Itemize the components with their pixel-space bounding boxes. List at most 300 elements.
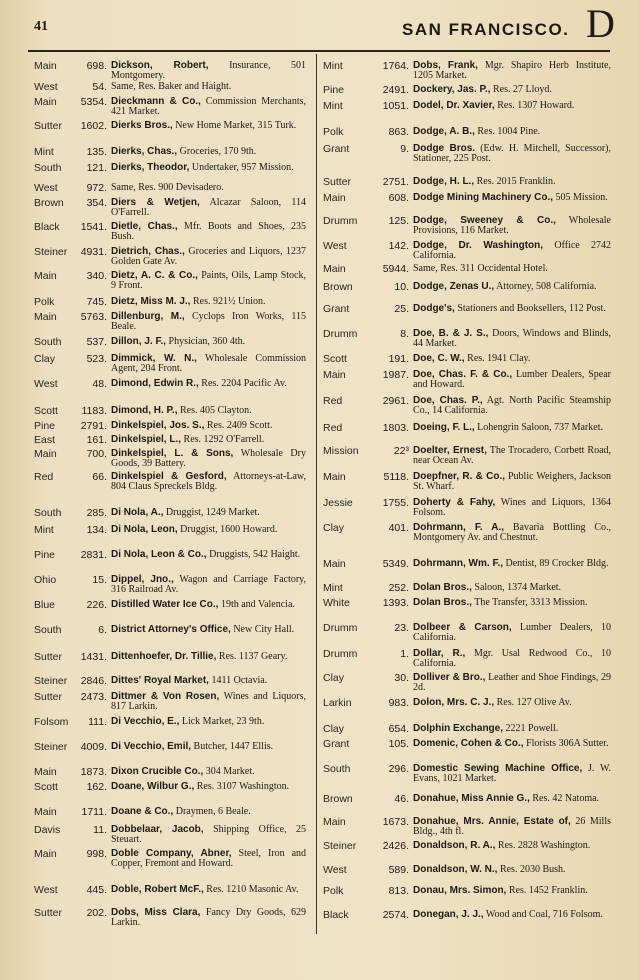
directory-entry	[34, 147, 306, 158]
exchange-name: Blue	[34, 599, 56, 611]
section-letter: D	[586, 1, 615, 46]
listing-name: Dobbelaar, Jacob,	[111, 824, 204, 835]
listing-text	[111, 337, 306, 347]
listing-detail: Res. 1452 Franklin.	[508, 885, 588, 896]
listing-name: Dodge, H. L.,	[413, 176, 475, 187]
exchange-name: Sutter	[34, 691, 63, 703]
listing-text	[111, 525, 306, 535]
phone-number: 523.	[86, 353, 107, 365]
phone-number: 813.	[388, 885, 409, 897]
phone-number: 1393.	[382, 597, 409, 609]
listing-name: Doelter, Ernest,	[413, 445, 487, 456]
listing-detail: New City Hall.	[233, 624, 295, 635]
listing-text	[111, 82, 306, 92]
exchange-name: Main	[34, 60, 57, 72]
exchange-name: Clay	[323, 723, 345, 735]
listing-text	[111, 885, 306, 895]
listing-name: Dittenhoefer, Dr. Tillie,	[111, 651, 217, 662]
directory-entry	[323, 216, 611, 235]
phone-number: 654.	[388, 723, 409, 735]
exchange-name: Main	[323, 558, 346, 570]
phone-number: 2831.	[80, 549, 107, 561]
directory-entry	[323, 354, 611, 365]
directory-entry	[34, 183, 306, 194]
listing-name: Dinkelspiel, L.,	[111, 434, 182, 445]
exchange-name: Sutter	[323, 176, 352, 188]
listing-text	[413, 739, 611, 749]
listing-name: Dippel, Jno.,	[111, 574, 174, 585]
listing-text	[413, 886, 611, 896]
phone-number: 135.	[86, 146, 107, 158]
listing-detail: Res. 3107 Washington.	[196, 781, 290, 792]
listing-name: Dieckmann & Co.,	[111, 96, 201, 107]
phone-number: 121.	[86, 162, 107, 174]
listing-name: Di Nola, Leon & Co.,	[111, 549, 207, 560]
listing-text	[111, 550, 306, 560]
listing-detail: Wines and Liquors, 1364 Folsom.	[413, 497, 611, 518]
listing-text	[413, 216, 611, 235]
phone-number: 537.	[86, 336, 107, 348]
phone-number: 23.	[394, 622, 409, 634]
listing-name: Dimond, H. P.,	[111, 405, 178, 416]
column-divider	[316, 54, 317, 934]
listing-text	[413, 583, 611, 593]
directory-entry	[323, 329, 611, 348]
phone-number: 226.	[86, 599, 107, 611]
directory-entry	[34, 97, 306, 116]
listing-text	[111, 767, 306, 777]
directory-entry	[34, 508, 306, 519]
exchange-name: Main	[34, 448, 57, 460]
listing-detail: Physician, 360 4th.	[168, 336, 246, 347]
listing-detail: Mfr. Boots and Shoes, 235 Bush.	[111, 221, 306, 242]
directory-entry	[34, 337, 306, 348]
listing-detail: Insurance, 501 Montgomery.	[111, 60, 306, 81]
listing-detail: Leather and Shoe Findings, 29 2d.	[413, 672, 611, 693]
phone-number: 354.	[86, 197, 107, 209]
exchange-name: Main	[34, 848, 57, 860]
phone-number: 11.	[93, 824, 107, 836]
directory-entry	[34, 782, 306, 793]
directory-entry	[34, 742, 306, 753]
phone-number: 589.	[388, 864, 409, 876]
running-head: SAN FRANCISCO.	[402, 20, 570, 39]
exchange-name: Scott	[323, 353, 347, 365]
phone-number: 983.	[388, 697, 409, 709]
directory-entry	[323, 910, 611, 921]
listing-text	[111, 435, 306, 445]
phone-number: 2574.	[382, 909, 409, 921]
listing-text	[413, 396, 611, 415]
listing-name: Di Nola, Leon,	[111, 524, 178, 535]
listing-text	[111, 297, 306, 307]
directory-entry	[34, 312, 306, 331]
phone-number: 698.	[86, 60, 107, 72]
listing-detail: Res. 1307 Howard.	[497, 100, 575, 111]
listing-text	[413, 817, 611, 836]
listing-text	[111, 271, 306, 290]
exchange-name: Pine	[34, 420, 56, 432]
phone-number: 745.	[86, 296, 107, 308]
phone-number: 2961.	[382, 395, 409, 407]
listing-name: Dietrich, Chas.,	[111, 246, 185, 257]
listing-text	[413, 85, 611, 95]
listing-text	[413, 423, 611, 433]
listing-detail: Attorneys-at-Law, 804 Claus Spreckels Bldg.	[111, 471, 306, 492]
directory-entry	[34, 435, 306, 446]
directory-entry	[323, 446, 611, 465]
listing-text	[413, 865, 611, 875]
listing-name: Dodge, Zenas U.,	[413, 281, 495, 292]
exchange-name: Jessie	[323, 497, 353, 509]
listing-name: Dinkelspiel, Jos. S.,	[111, 420, 205, 431]
listing-detail: Undertaker, 957 Mission.	[191, 162, 294, 173]
phone-number: 5118.	[383, 471, 409, 483]
directory-entry	[34, 163, 306, 174]
exchange-name: Ohio	[34, 574, 57, 586]
phone-number: 998.	[86, 848, 107, 860]
header-rule	[28, 50, 610, 52]
phone-number: 1803.	[382, 422, 409, 434]
exchange-name: Davis	[34, 824, 61, 836]
listing-name: Dodel, Dr. Xavier,	[413, 100, 495, 111]
listing-text	[111, 676, 306, 686]
directory-entry	[323, 304, 611, 315]
listing-detail: Res. 127 Olive Av.	[496, 697, 572, 708]
listing-text	[413, 446, 611, 465]
directory-entry	[34, 406, 306, 417]
phone-number: 9.	[400, 143, 409, 155]
phone-number: 2491.	[382, 84, 409, 96]
exchange-name: Main	[323, 192, 346, 204]
phone-number: 162.	[86, 781, 107, 793]
listing-text	[111, 508, 306, 518]
listing-detail: Fancy Dry Goods, 629 Larkin.	[111, 907, 307, 928]
listing-text	[111, 121, 306, 131]
listing-text	[413, 698, 611, 708]
listing-detail: 19th and Valencia.	[220, 599, 295, 610]
listing-detail: Mgr. Usal Redwood Co., 10 California.	[413, 648, 612, 669]
phone-number: 2473.	[80, 691, 107, 703]
page-number: 41	[34, 19, 48, 34]
directory-entry	[323, 865, 611, 876]
phone-number: 401.	[388, 522, 409, 534]
listing-detail: Res. 1137 Geary.	[218, 651, 288, 662]
exchange-name: Main	[34, 96, 57, 108]
directory-entry	[34, 575, 306, 594]
phone-number: 4931.	[80, 246, 107, 258]
listing-name: Dolbeer & Carson,	[413, 622, 512, 633]
phone-number: 340.	[86, 270, 107, 282]
listing-text	[413, 673, 611, 692]
exchange-name: Mint	[34, 524, 54, 536]
exchange-name: Pine	[34, 549, 56, 561]
listing-text	[111, 163, 306, 173]
listing-detail: New Home Market, 315 Turk.	[175, 120, 297, 131]
phone-number: 125.	[388, 215, 409, 227]
listing-name: Dolon, Mrs. C. J.,	[413, 697, 495, 708]
exchange-name: Drumm	[323, 328, 358, 340]
directory-entry	[323, 623, 611, 642]
listing-name: Donaldson, R. A.,	[413, 840, 496, 851]
listing-name: Dittmer & Von Rosen,	[111, 691, 220, 702]
listing-name: Dolan Bros.,	[413, 597, 472, 608]
listing-detail: Dentist, 89 Crocker Bldg.	[505, 558, 609, 569]
exchange-name: Black	[323, 909, 349, 921]
exchange-name: Main	[323, 369, 346, 381]
exchange-name: West	[34, 81, 58, 93]
phone-number: 5944.	[382, 263, 409, 275]
listing-detail: Saloon, 1374 Market.	[474, 582, 562, 593]
listing-name: Dierks, Chas.,	[111, 146, 178, 157]
exchange-name: Mint	[323, 582, 343, 594]
listing-detail: Florists 306A Sutter.	[526, 738, 609, 749]
directory-entry	[34, 82, 306, 93]
listing-name: Dietz, Miss M. J.,	[111, 296, 191, 307]
listing-text	[413, 559, 611, 569]
exchange-name: Grant	[323, 143, 350, 155]
directory-entry	[323, 127, 611, 138]
directory-entry	[323, 817, 611, 836]
listing-name: Doble Company, Abner,	[111, 848, 232, 859]
phone-number: 2791.	[80, 420, 107, 432]
listing-detail: 26 Mills Bldg., 4th fl.	[413, 816, 611, 837]
directory-entry	[323, 396, 611, 415]
listing-detail: Res. 42 Natoma.	[532, 793, 600, 804]
listing-text	[413, 598, 611, 608]
phone-number: 161.	[86, 434, 107, 446]
exchange-name: Polk	[323, 126, 344, 138]
listing-text	[111, 406, 306, 416]
listing-detail: 304 Market.	[205, 766, 255, 777]
listing-text	[111, 421, 306, 431]
listing-text	[111, 782, 306, 792]
directory-entry	[34, 271, 306, 290]
exchange-name: Clay	[323, 672, 345, 684]
listing-detail: Res. 27 Lloyd.	[492, 84, 552, 95]
directory-entry	[323, 472, 611, 491]
listing-name: Dodge Bros.	[413, 143, 476, 154]
listing-name: Dodge's,	[413, 303, 455, 314]
listing-detail: Butcher, 1447 Ellis.	[193, 741, 274, 752]
exchange-name: East	[34, 434, 56, 446]
listing-text	[111, 600, 306, 610]
exchange-name: Clay	[323, 522, 345, 534]
exchange-name: South	[34, 624, 62, 636]
phone-number: 22³	[393, 445, 409, 457]
directory-entry	[323, 739, 611, 750]
exchange-name: West	[34, 884, 58, 896]
listing-text	[413, 144, 611, 163]
listing-detail: Res. 1292 O'Farrell.	[183, 434, 265, 445]
listing-name: Dodge Mining Machinery Co.,	[413, 192, 554, 203]
listing-detail: Doors, Windows and Blinds, 44 Market.	[413, 328, 612, 349]
listing-name: Dixon Crucible Co.,	[111, 766, 204, 777]
listing-text	[111, 849, 306, 868]
listing-name: Doe, B. & J. S.,	[413, 328, 489, 339]
exchange-name: Larkin	[323, 697, 352, 709]
listing-name: Doble, Robert McF.,	[111, 884, 204, 895]
listing-name: Dodge, Sweeney & Co.,	[413, 215, 556, 226]
listing-text	[111, 247, 306, 266]
listing-name: Dohrmann, F. A.,	[413, 522, 505, 533]
listing-detail: Res. 2030 Bush.	[499, 864, 566, 875]
listing-detail: Druggists, 542 Haight.	[209, 549, 301, 560]
directory-entry	[323, 673, 611, 692]
listing-detail: Wagon and Carriage Factory, 316 Railroad Av.	[111, 574, 307, 595]
listing-detail: Agt. North Pacific Steamship Co., 14 California.	[413, 395, 611, 416]
directory-entry	[323, 61, 611, 80]
listing-text	[413, 841, 611, 851]
listing-name: Doe, Chas. P.,	[413, 395, 483, 406]
phone-number: 1183.	[81, 405, 107, 417]
exchange-name: Scott	[34, 405, 58, 417]
phone-number: 25.	[394, 303, 409, 315]
listing-detail: Stationers and Booksellers, 112 Post.	[457, 303, 606, 314]
exchange-name: Sutter	[34, 120, 63, 132]
listing-detail: Groceries and Liquors, 1237 Golden Gate Av.	[111, 246, 306, 267]
listing-detail: Shipping Office, 25 Steuart.	[111, 824, 306, 845]
listing-detail: Res. 2828 Washington.	[497, 840, 591, 851]
exchange-name: West	[34, 378, 58, 390]
exchange-name: Steiner	[323, 840, 357, 852]
exchange-name: Grant	[323, 738, 350, 750]
exchange-name: Steiner	[34, 246, 68, 258]
exchange-name: South	[34, 162, 62, 174]
listing-name: Dolphin Exchange,	[413, 723, 504, 734]
phone-number: 1602.	[80, 120, 107, 132]
exchange-name: Mint	[34, 146, 54, 158]
directory-entry	[323, 370, 611, 389]
directory-entry	[34, 354, 306, 373]
listing-text	[111, 807, 306, 817]
exchange-name: Drumm	[323, 622, 358, 634]
listing-text	[111, 742, 306, 752]
listing-text	[413, 264, 611, 274]
listing-text	[413, 764, 611, 783]
phone-number: 46.	[394, 793, 409, 805]
listing-name: Dolan Bros.,	[413, 582, 472, 593]
listing-text	[413, 193, 611, 203]
listing-name: Doane & Co.,	[111, 806, 174, 817]
listing-text	[413, 354, 611, 364]
directory-entry	[323, 264, 611, 275]
exchange-name: West	[34, 182, 58, 194]
listing-name: Dietz, A. C. & Co.,	[111, 270, 198, 281]
directory-entry	[34, 297, 306, 308]
phone-number: 2751.	[382, 176, 409, 188]
listing-detail: 505 Mission.	[555, 192, 608, 203]
directory-entry	[34, 449, 306, 468]
listing-name: Dietle, Chas.,	[111, 221, 178, 232]
listing-name: Distilled Water Ice Co.,	[111, 599, 219, 610]
listing-detail: Lick Market, 23 9th.	[181, 716, 265, 727]
listing-detail: Commission Merchants, 421 Market.	[111, 96, 306, 117]
listing-name: Dolliver & Bro.,	[413, 672, 486, 683]
listing-name: Doe, Chas. F. & Co.,	[413, 369, 513, 380]
listing-detail: Res. 2204 Pacific Av.	[201, 378, 287, 389]
phone-number: 1755.	[382, 497, 409, 509]
directory-entry	[34, 767, 306, 778]
listing-name: Donahue, Mrs. Annie, Estate of,	[413, 816, 571, 827]
listing-detail: 2221 Powell.	[505, 723, 559, 734]
directory-entry	[34, 472, 306, 491]
listing-name: Dockery, Jas. P.,	[413, 84, 491, 95]
listing-text	[111, 825, 306, 844]
directory-entry	[323, 559, 611, 570]
phone-number: 1541.	[80, 221, 107, 233]
listing-detail: Paints, Oils, Lamp Stock, 9 Front.	[111, 270, 306, 291]
phone-number: 105.	[388, 738, 409, 750]
listing-detail: Lohengrin Saloon, 737 Market.	[477, 422, 603, 433]
directory-entry	[34, 61, 306, 80]
exchange-name: Red	[323, 395, 343, 407]
directory-entry	[323, 598, 611, 609]
listing-detail: Same, Res. Baker and Haight.	[111, 81, 232, 92]
directory-entry	[323, 177, 611, 188]
exchange-name: Main	[34, 806, 57, 818]
listing-name: Dinkelspiel & Gesford,	[111, 471, 227, 482]
listing-text	[111, 449, 306, 468]
phone-number: 1987.	[382, 369, 409, 381]
listing-text	[413, 794, 611, 804]
phone-number: 1711.	[81, 806, 107, 818]
listing-name: Donaldson, W. N.,	[413, 864, 498, 875]
listing-text	[413, 623, 611, 642]
listing-detail: Steel, Iron and Copper, Fremont and Howard.	[111, 848, 307, 869]
directory-entry	[323, 698, 611, 709]
listing-name: Dierks Bros.,	[111, 120, 173, 131]
directory-entry	[323, 649, 611, 668]
directory-entry	[323, 794, 611, 805]
directory-entry	[323, 886, 611, 897]
phone-number: 191.	[388, 353, 409, 365]
phone-number: 1431.	[80, 651, 107, 663]
directory-entry	[34, 908, 306, 927]
listing-text	[413, 127, 611, 137]
listing-detail: Bavaria Bottling Co., Montgomery Av. and Chestnut.	[413, 522, 612, 543]
phone-number: 4009.	[80, 741, 107, 753]
phone-number: 296.	[388, 763, 409, 775]
listing-name: Di Vecchio, E.,	[111, 716, 180, 727]
listing-detail: Wholesale Commission Agent, 204 Front.	[111, 353, 306, 374]
exchange-name: West	[323, 864, 347, 876]
phone-number: 1.	[400, 648, 409, 660]
listing-text	[413, 370, 611, 389]
exchange-name: Main	[34, 311, 57, 323]
listing-text	[413, 724, 611, 734]
phone-number: 142.	[388, 240, 409, 252]
phone-number: 252.	[388, 582, 409, 594]
listing-name: Dillenburg, M.,	[111, 311, 185, 322]
listing-text	[413, 241, 611, 260]
listing-text	[111, 354, 306, 373]
listing-name: Dollar, R.,	[413, 648, 466, 659]
exchange-name: Scott	[34, 781, 58, 793]
listing-text	[413, 910, 611, 920]
exchange-name: Main	[323, 816, 346, 828]
directory-entry	[34, 379, 306, 390]
exchange-name: Red	[34, 471, 54, 483]
directory-entry	[34, 247, 306, 266]
phone-number: 30.	[394, 672, 409, 684]
exchange-name: Drumm	[323, 648, 358, 660]
listing-name: Domestic Sewing Machine Office,	[413, 763, 583, 774]
directory-entry	[34, 692, 306, 711]
listing-text	[413, 282, 611, 292]
phone-number: 134.	[86, 524, 107, 536]
listing-name: Dodge, A. B.,	[413, 126, 475, 137]
